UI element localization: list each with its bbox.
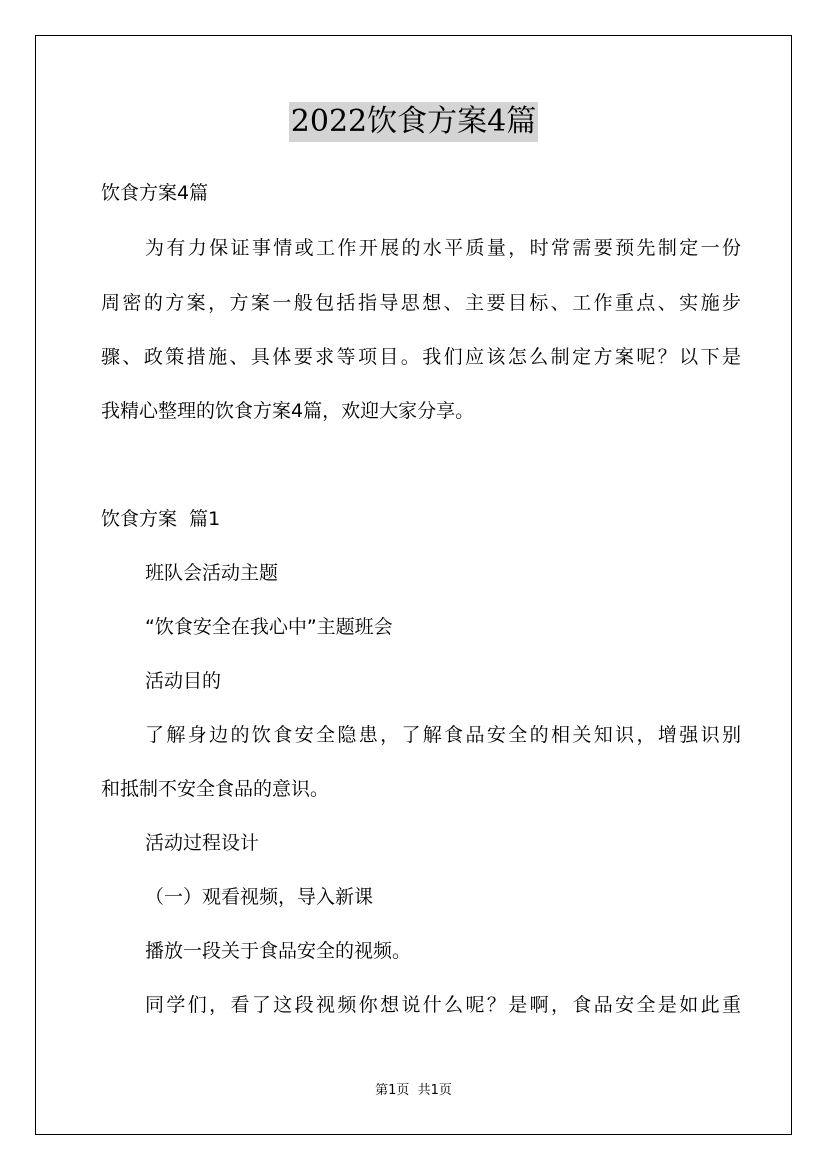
intro-line-4: 我精心整理的饮食方案4篇，欢迎大家分享。 — [101, 400, 475, 422]
goal-heading: 活动目的 — [145, 670, 222, 692]
document-subtitle: 饮食方案4篇 — [101, 182, 209, 204]
section-heading: 饮食方案 篇1 — [101, 508, 221, 530]
goal-line-1: 了解身边的饮食安全隐患，了解食品安全的相关知识，增强识别 — [145, 724, 741, 746]
page-footer: 第1页 共1页 — [375, 1083, 452, 1098]
title-container — [0, 102, 827, 142]
process-heading: 活动过程设计 — [145, 832, 260, 854]
theme-heading: 班队会活动主题 — [145, 562, 279, 584]
goal-line-2: 和抵制不安全食品的意识。 — [101, 778, 330, 800]
step1-text-2: 同学们，看了这段视频你想说什么呢？是啊，食品安全是如此重 — [145, 994, 741, 1016]
intro-line-3: 骤、政策措施、具体要求等项目。我们应该怎么制定方案呢？以下是 — [101, 346, 741, 368]
step1-text: 播放一段关于食品安全的视频。 — [145, 940, 412, 962]
step1-heading: （一）观看视频，导入新课 — [145, 886, 374, 908]
intro-line-1: 为有力保证事情或工作开展的水平质量，时常需要预先制定一份 — [145, 237, 741, 259]
document-title: 2022饮食方案4篇 — [289, 102, 538, 142]
theme-text: “饮食安全在我心中”主题班会 — [145, 616, 393, 638]
intro-line-2: 周密的方案，方案一般包括指导思想、主要目标、工作重点、实施步 — [101, 292, 741, 314]
